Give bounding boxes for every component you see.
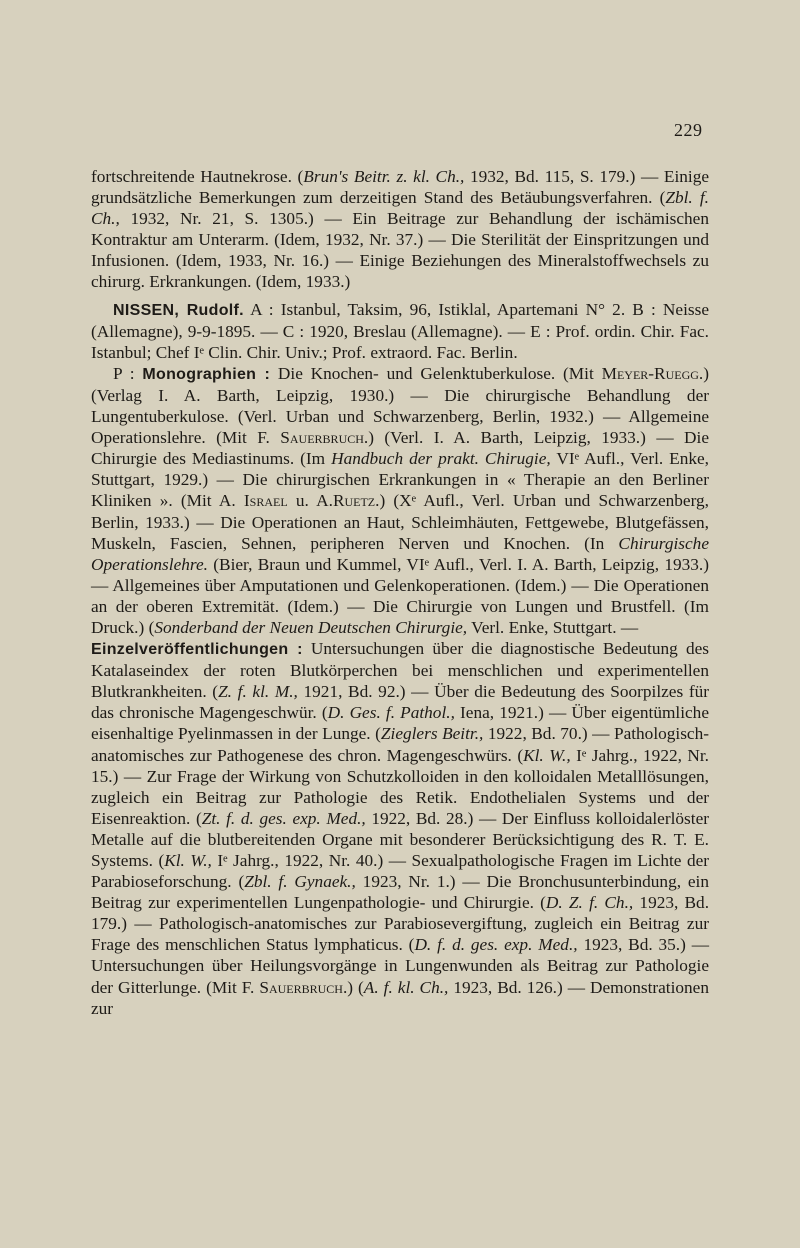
author-name: Sauerbruch. [259,977,348,997]
text-run: (Bier, Braun und Kummel, VIᵉ Aufl., Verl. I. A. Barth, Leipzig, 1933.) — Allgemeines über Amputationen und Gelenkoperationen. (Idem.) — Die Operationen an der oberen Extremität. (Idem.) — Die Chirurgie von Lungen und Brustfell. (Im Druck.) ( [91,554,709,637]
journal-citation: Z. f. kl. M., [218,682,298,702]
text-block [91,166,709,1019]
journal-citation: Zt. f. d. ges. exp. Med., [201,808,366,828]
text-run: Iena, 1921.) — Über eigentümliche eisenhaltige Pyelinmassen in der Lunge. ( [91,703,709,744]
journal-citation: D. Z. f. Ch., [545,893,634,913]
text-run: 1923, Bd. 179.) — Pathologisch-anatomisches zur Parabiosevergiftung, zugleich ein Beitrag zur Frage des menschlichen Status lymphaticus. ( [91,893,710,955]
publications-articles [91,638,709,1019]
journal-citation: Brun's Beitr. z. kl. Ch., [303,167,465,186]
text-run: Iᵉ Jahrg., 1922, Nr. 15.) — Zur Frage der Wirkung von Schutzkolloiden in den kolloidalen Metalllösungen, zugleich ein Beitrag zur Pathologie des Retik. Endothelialen Systems und der Eisenreaktion. ( [91,745,709,828]
text-run: ) (Verl. I. A. Barth, Leipzig, 1933.) — Die Chirurgie des Mediastinums. (Im [91,428,709,469]
section-heading: Einzelveröffentlichungen : [91,641,303,659]
text-run: fortschreitende Hautnekrose. ( [91,167,304,186]
text-run: Iᵉ Jahrg., 1922, Nr. 40.) — Sexualpathologische Fragen im Lichte der Parabioseforschung. ( [91,851,710,892]
author-name: Meyer-Ruegg. [601,363,704,383]
publications-monographs [91,363,709,638]
text-run: P : [113,363,143,383]
text-run: 1921, Bd. 92.) — Über die Bedeutung des Soorpilzes für das chronische Magengeschwür. ( [91,682,709,723]
journal-citation: Kl. W., [523,745,571,765]
paragraph-continuation [91,166,709,293]
text-run: u. A. [287,491,333,511]
text-run: Untersuchungen über die diagnostische Bedeutung des Katalaseindex der roten Blutkörperchen bei menschlichen und experimentellen Blutkrankheiten. ( [91,639,709,702]
text-run: 1922, Bd. 28.) — Der Einfluss kolloidalerlöster Metalle auf die blutbereitenden Organe mit besonderer Berücksichtigung des R. T. E. Systems. ( [91,808,709,870]
journal-citation: D. Ges. f. Pathol., [327,703,455,723]
text-run: A : Istanbul, Taksim, 96, Istiklal, Apartemani N° 2. B : Neisse (Allemagne), 9-9-1895. — C : 1920, Breslau (Allemagne). — E : Prof. ordin. Chir. Fac. Istanbul; Chef Iᵉ Clin. Chir. Univ.; Prof. extraord. Fac. Berlin. [91,299,709,362]
journal-citation: Handbuch der prakt. Chirugie, [331,449,551,469]
journal-citation: Kl. W., [164,851,212,870]
biography-entry [91,299,709,363]
text-run: 1923, Bd. 126.) — Demonstrationen zur [91,977,709,1018]
journal-citation: Zbl. f. Gynaek., [244,872,356,892]
journal-citation: Chirurgische Operationslehre. [91,533,709,574]
text-run: 1922, Bd. 70.) — Pathologisch-anatomisches zur Pathogenese des chron. Magengeschwürs. ( [91,724,710,765]
author-name: Israel [243,491,288,511]
journal-citation: Sonderband der Neuen Deutschen Chirurgie, [154,617,468,637]
text-run: VIᵉ Aufl., Verl. Enke, Stuttgart, 1929.) — Die chirurgischen Erkrankungen in « Therapie an den Berliner Kliniken ». (Mit A. [91,449,710,511]
entry-name: NISSEN, Rudolf. [113,301,244,319]
page-number: 229 [674,120,703,140]
text-run: ) (Verlag I. A. Barth, Leipzig, 1930.) — Die chirurgische Behandlung der Lungentuberkulose. (Verl. Urban und Schwarzenberg, Berlin, 1932.) — Allgemeine Operationslehre. (Mit F. [91,363,709,448]
text-run: 1932, Bd. 115, S. 179.) — Einige grundsätzliche Bemerkungen zum derzeitigen Stand des Betäubungsverfahren. ( [91,167,710,208]
journal-citation: A. f. kl. Ch., [363,977,449,997]
text-run: Die Knochen- und Gelenktuberkulose. (Mit [270,363,602,383]
text-run: 1923, Bd. 35.) — Untersuchungen über Heilungsvorgänge in Lungenwunden als Beitrag zur Pathologie der Gitterlunge. (Mit F. [91,935,709,997]
journal-citation: Zieglers Beitr., [380,724,484,744]
text-run: 1932, Nr. 21, S. 1305.) — Ein Beitrage zur Behandlung der ischämischen Kontraktur am Unterarm. (Idem, 1932, Nr. 37.) — Die Sterilität der Einspritzungen und Infusionen. (Idem, 1933, Nr. 16.) — Einige Beziehungen des Mineralstoffwechsels zu chirurg. Erkrankungen. (Idem, 1933.) [91,209,709,292]
section-heading: Monographien : [142,365,271,383]
text-run: ) ( [347,977,364,997]
journal-citation: D. f. d. ges. exp. Med., [414,935,578,955]
author-name: Sauerbruch. [280,428,369,448]
text-run: 1923, Nr. 1.) — Die Bronchusunterbindung, ein Beitrag zur experimentellen Lungenpathologie- und Chirurgie. ( [91,872,709,913]
author-name: Ruetz. [332,491,380,511]
text-run: Verl. Enke, Stuttgart. — [467,617,639,637]
journal-citation: Zbl. f. Ch., [91,188,709,229]
text-run: ) (Xᵉ Aufl., Verl. Urban und Schwarzenberg, Berlin, 1933.) — Die Operationen an Haut, Schleimhäuten, Fettgewebe, Blutgefässen, Muskeln, Fascien, Sehnen, peripheren Nerven und Knochen. (In [91,491,710,553]
